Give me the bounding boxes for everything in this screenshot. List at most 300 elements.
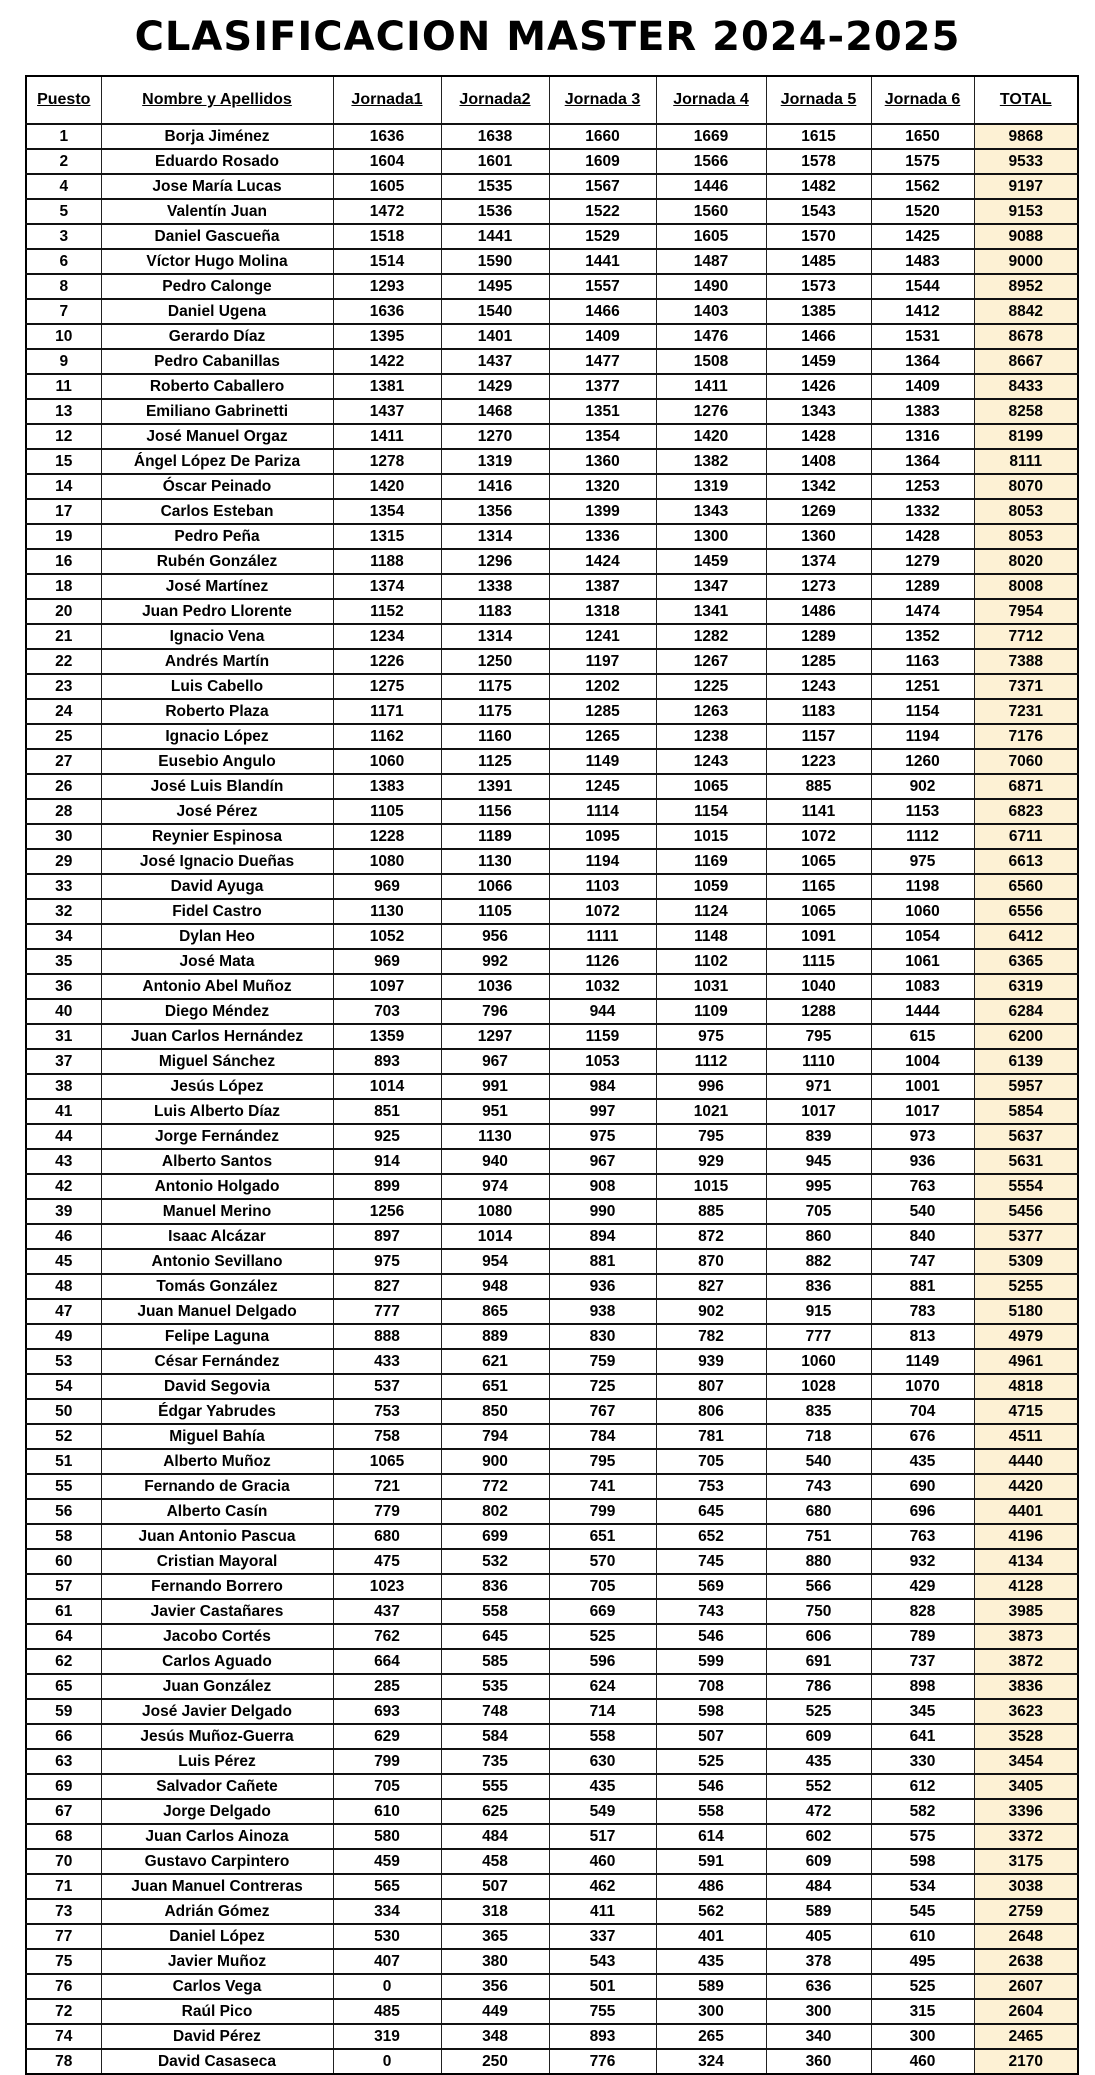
cell-jornada-3: 651 [549,1524,656,1549]
cell-jornada-1: 610 [333,1799,441,1824]
cell-total: 3454 [974,1749,1078,1774]
cell-jornada-3: 894 [549,1224,656,1249]
cell-total: 5255 [974,1274,1078,1299]
cell-jornada-5: 405 [766,1924,871,1949]
cell-jornada-4: 870 [656,1249,766,1274]
cell-puesto: 27 [26,749,101,774]
cell-jornada-3: 1567 [549,174,656,199]
cell-jornada-1: 705 [333,1774,441,1799]
cell-puesto: 55 [26,1474,101,1499]
cell-jornada-2: 1125 [441,749,549,774]
cell-jornada-1: 1052 [333,924,441,949]
cell-jornada-5: 1017 [766,1099,871,1124]
cell-jornada-4: 1021 [656,1099,766,1124]
cell-nombre: Víctor Hugo Molina [101,249,333,274]
cell-jornada-4: 569 [656,1574,766,1599]
classification-table [25,75,1079,2075]
table-row [26,1149,1078,1174]
cell-jornada-6: 495 [871,1949,974,1974]
cell-puesto: 54 [26,1374,101,1399]
cell-jornada-1: 827 [333,1274,441,1299]
cell-nombre: Daniel Gascueña [101,224,333,249]
cell-jornada-1: 975 [333,1249,441,1274]
header-jornada-1[interactable]: Jornada1 [333,76,441,124]
cell-puesto: 19 [26,524,101,549]
cell-jornada-6: 676 [871,1424,974,1449]
cell-jornada-4: 546 [656,1624,766,1649]
cell-jornada-6: 540 [871,1199,974,1224]
cell-jornada-1: 433 [333,1349,441,1374]
cell-jornada-1: 319 [333,2024,441,2049]
cell-puesto: 70 [26,1849,101,1874]
cell-jornada-3: 1424 [549,549,656,574]
cell-jornada-2: 1536 [441,199,549,224]
cell-jornada-1: 1518 [333,224,441,249]
cell-jornada-5: 1466 [766,324,871,349]
cell-puesto: 9 [26,349,101,374]
cell-nombre: Raúl Pico [101,1999,333,2024]
cell-jornada-6: 1332 [871,499,974,524]
cell-nombre: Jesús Muñoz-Guerra [101,1724,333,1749]
cell-jornada-2: 625 [441,1799,549,1824]
cell-jornada-4: 1490 [656,274,766,299]
cell-jornada-6: 789 [871,1624,974,1649]
cell-puesto: 17 [26,499,101,524]
cell-jornada-4: 614 [656,1824,766,1849]
cell-nombre: Diego Méndez [101,999,333,1024]
cell-nombre: Gerardo Díaz [101,324,333,349]
cell-puesto: 69 [26,1774,101,1799]
cell-jornada-1: 1060 [333,749,441,774]
cell-jornada-6: 1260 [871,749,974,774]
cell-jornada-5: 1342 [766,474,871,499]
cell-puesto: 22 [26,649,101,674]
cell-jornada-5: 1485 [766,249,871,274]
cell-jornada-1: 1395 [333,324,441,349]
cell-total: 3396 [974,1799,1078,1824]
cell-jornada-6: 932 [871,1549,974,1574]
cell-jornada-3: 997 [549,1099,656,1124]
table-row [26,1699,1078,1724]
cell-jornada-1: 1130 [333,899,441,924]
cell-puesto: 53 [26,1349,101,1374]
cell-jornada-4: 1276 [656,399,766,424]
table-row [26,1524,1078,1549]
cell-jornada-5: 1543 [766,199,871,224]
cell-jornada-3: 938 [549,1299,656,1324]
cell-nombre: Jorge Fernández [101,1124,333,1149]
cell-jornada-1: 537 [333,1374,441,1399]
cell-jornada-5: 484 [766,1874,871,1899]
cell-jornada-3: 1114 [549,799,656,824]
table-row [26,424,1078,449]
cell-total: 6365 [974,949,1078,974]
cell-jornada-3: 1351 [549,399,656,424]
cell-puesto: 28 [26,799,101,824]
cell-total: 3038 [974,1874,1078,1899]
table-row [26,1774,1078,1799]
cell-jornada-3: 1409 [549,324,656,349]
cell-jornada-4: 1015 [656,1174,766,1199]
cell-total: 3985 [974,1599,1078,1624]
cell-total: 4196 [974,1524,1078,1549]
cell-jornada-3: 1032 [549,974,656,999]
cell-total: 5309 [974,1249,1078,1274]
cell-jornada-2: 1338 [441,574,549,599]
cell-jornada-1: 753 [333,1399,441,1424]
cell-jornada-4: 1341 [656,599,766,624]
cell-nombre: Manuel Merino [101,1199,333,1224]
cell-jornada-3: 1111 [549,924,656,949]
cell-jornada-2: 1638 [441,124,549,149]
cell-jornada-3: 1529 [549,224,656,249]
cell-jornada-6: 429 [871,1574,974,1599]
table-row [26,199,1078,224]
cell-jornada-2: 1535 [441,174,549,199]
cell-jornada-2: 1437 [441,349,549,374]
cell-jornada-3: 1241 [549,624,656,649]
cell-nombre: José Manuel Orgaz [101,424,333,449]
cell-total: 3623 [974,1699,1078,1724]
cell-jornada-3: 984 [549,1074,656,1099]
cell-jornada-1: 1605 [333,174,441,199]
cell-jornada-5: 1243 [766,674,871,699]
cell-puesto: 67 [26,1799,101,1824]
cell-total: 3873 [974,1624,1078,1649]
cell-puesto: 58 [26,1524,101,1549]
cell-jornada-3: 893 [549,2024,656,2049]
cell-total: 7388 [974,649,1078,674]
cell-jornada-4: 939 [656,1349,766,1374]
cell-jornada-4: 1319 [656,474,766,499]
header-jornada-3[interactable]: Jornada 3 [549,76,656,124]
cell-jornada-4: 782 [656,1324,766,1349]
cell-jornada-4: 1446 [656,174,766,199]
cell-jornada-4: 1508 [656,349,766,374]
cell-jornada-6: 1483 [871,249,974,274]
cell-total: 7712 [974,624,1078,649]
cell-jornada-4: 1238 [656,724,766,749]
cell-jornada-4: 401 [656,1924,766,1949]
cell-jornada-4: 1420 [656,424,766,449]
cell-jornada-5: 860 [766,1224,871,1249]
cell-total: 3528 [974,1724,1078,1749]
cell-jornada-5: 1570 [766,224,871,249]
cell-nombre: Daniel Ugena [101,299,333,324]
cell-nombre: César Fernández [101,1349,333,1374]
cell-jornada-3: 1318 [549,599,656,624]
cell-jornada-3: 975 [549,1124,656,1149]
cell-jornada-5: 750 [766,1599,871,1624]
header-jornada-5[interactable]: Jornada 5 [766,76,871,124]
table-row [26,1824,1078,1849]
cell-nombre: Fidel Castro [101,899,333,924]
table-row [26,824,1078,849]
cell-jornada-1: 629 [333,1724,441,1749]
cell-jornada-4: 1487 [656,249,766,274]
cell-jornada-2: 535 [441,1674,549,1699]
cell-nombre: Juan Manuel Delgado [101,1299,333,1324]
cell-nombre: José Luis Blandín [101,774,333,799]
cell-jornada-5: 1289 [766,624,871,649]
cell-total: 8020 [974,549,1078,574]
table-row [26,1549,1078,1574]
table-row [26,1349,1078,1374]
header-puesto[interactable]: Puesto [26,76,101,124]
cell-jornada-4: 435 [656,1949,766,1974]
cell-total: 7060 [974,749,1078,774]
cell-jornada-3: 944 [549,999,656,1024]
cell-jornada-6: 1316 [871,424,974,449]
cell-total: 2759 [974,1899,1078,1924]
cell-jornada-2: 796 [441,999,549,1024]
cell-nombre: Adrián Gómez [101,1899,333,1924]
cell-jornada-6: 1198 [871,874,974,899]
header-nombre[interactable]: Nombre y Apellidos [101,76,333,124]
cell-jornada-2: 1540 [441,299,549,324]
cell-jornada-3: 1354 [549,424,656,449]
table-row [26,1649,1078,1674]
header-jornada-4[interactable]: Jornada 4 [656,76,766,124]
cell-jornada-5: 1578 [766,149,871,174]
cell-jornada-4: 996 [656,1074,766,1099]
table-row [26,349,1078,374]
cell-jornada-4: 806 [656,1399,766,1424]
header-total[interactable]: TOTAL [974,76,1078,124]
cell-jornada-6: 575 [871,1824,974,1849]
cell-nombre: Rubén González [101,549,333,574]
cell-jornada-5: 786 [766,1674,871,1699]
cell-total: 5854 [974,1099,1078,1124]
cell-puesto: 3 [26,224,101,249]
cell-jornada-1: 1422 [333,349,441,374]
cell-jornada-2: 794 [441,1424,549,1449]
cell-nombre: José Mata [101,949,333,974]
cell-nombre: Luis Alberto Díaz [101,1099,333,1124]
cell-jornada-2: 954 [441,1249,549,1274]
cell-nombre: Óscar Peinado [101,474,333,499]
cell-total: 8678 [974,324,1078,349]
header-jornada-2[interactable]: Jornada2 [441,76,549,124]
cell-puesto: 5 [26,199,101,224]
cell-total: 4128 [974,1574,1078,1599]
table-row [26,974,1078,999]
cell-puesto: 40 [26,999,101,1024]
cell-jornada-5: 1072 [766,824,871,849]
cell-jornada-6: 1444 [871,999,974,1024]
cell-jornada-1: 1171 [333,699,441,724]
cell-nombre: Juan Carlos Ainoza [101,1824,333,1849]
cell-puesto: 76 [26,1974,101,1999]
cell-jornada-1: 762 [333,1624,441,1649]
cell-total: 3405 [974,1774,1078,1799]
cell-jornada-6: 1017 [871,1099,974,1124]
cell-jornada-4: 525 [656,1749,766,1774]
cell-jornada-3: 1360 [549,449,656,474]
cell-jornada-5: 1428 [766,424,871,449]
cell-jornada-5: 636 [766,1974,871,1999]
cell-jornada-2: 900 [441,1449,549,1474]
cell-jornada-2: 1080 [441,1199,549,1224]
cell-nombre: Roberto Plaza [101,699,333,724]
cell-jornada-2: 850 [441,1399,549,1424]
cell-jornada-4: 1243 [656,749,766,774]
cell-jornada-4: 1124 [656,899,766,924]
cell-jornada-4: 1065 [656,774,766,799]
cell-jornada-5: 552 [766,1774,871,1799]
cell-jornada-4: 1669 [656,124,766,149]
cell-puesto: 25 [26,724,101,749]
cell-nombre: Reynier Espinosa [101,824,333,849]
table-row [26,124,1078,149]
cell-jornada-1: 899 [333,1174,441,1199]
cell-total: 7954 [974,599,1078,624]
cell-jornada-6: 1004 [871,1049,974,1074]
cell-jornada-5: 777 [766,1324,871,1349]
cell-jornada-4: 546 [656,1774,766,1799]
cell-total: 8199 [974,424,1078,449]
cell-jornada-4: 1031 [656,974,766,999]
cell-jornada-1: 1065 [333,1449,441,1474]
cell-puesto: 75 [26,1949,101,1974]
table-row [26,949,1078,974]
cell-jornada-3: 1609 [549,149,656,174]
cell-jornada-4: 1015 [656,824,766,849]
table-row [26,1199,1078,1224]
cell-nombre: Jesús López [101,1074,333,1099]
cell-jornada-5: 1486 [766,599,871,624]
cell-total: 3175 [974,1849,1078,1874]
cell-jornada-1: 1359 [333,1024,441,1049]
cell-jornada-4: 1112 [656,1049,766,1074]
cell-puesto: 64 [26,1624,101,1649]
cell-jornada-5: 1273 [766,574,871,599]
cell-jornada-5: 609 [766,1849,871,1874]
cell-jornada-5: 1183 [766,699,871,724]
cell-puesto: 49 [26,1324,101,1349]
cell-jornada-3: 1336 [549,524,656,549]
cell-jornada-5: 1426 [766,374,871,399]
table-row [26,599,1078,624]
cell-jornada-2: 1175 [441,674,549,699]
cell-puesto: 29 [26,849,101,874]
cell-jornada-3: 460 [549,1849,656,1874]
cell-nombre: Miguel Bahía [101,1424,333,1449]
cell-jornada-5: 1285 [766,649,871,674]
cell-jornada-6: 1279 [871,549,974,574]
cell-nombre: Daniel López [101,1924,333,1949]
cell-jornada-4: 929 [656,1149,766,1174]
cell-jornada-5: 795 [766,1024,871,1049]
cell-jornada-2: 951 [441,1099,549,1124]
cell-total: 6200 [974,1024,1078,1049]
table-row [26,1849,1078,1874]
cell-jornada-4: 1102 [656,949,766,974]
cell-jornada-5: 360 [766,2049,871,2074]
cell-jornada-2: 735 [441,1749,549,1774]
cell-puesto: 42 [26,1174,101,1199]
cell-jornada-1: 530 [333,1924,441,1949]
cell-puesto: 10 [26,324,101,349]
cell-jornada-6: 881 [871,1274,974,1299]
cell-puesto: 26 [26,774,101,799]
cell-jornada-4: 1282 [656,624,766,649]
cell-total: 4440 [974,1449,1078,1474]
cell-jornada-3: 1072 [549,899,656,924]
cell-nombre: Valentín Juan [101,199,333,224]
cell-jornada-4: 652 [656,1524,766,1549]
cell-puesto: 2 [26,149,101,174]
cell-jornada-4: 705 [656,1449,766,1474]
cell-jornada-5: 885 [766,774,871,799]
table-row [26,1174,1078,1199]
cell-nombre: David Ayuga [101,874,333,899]
cell-nombre: Ignacio Vena [101,624,333,649]
cell-puesto: 30 [26,824,101,849]
cell-jornada-3: 1265 [549,724,656,749]
table-body [26,124,1078,2074]
cell-jornada-1: 779 [333,1499,441,1524]
cell-jornada-3: 1095 [549,824,656,849]
cell-nombre: Antonio Holgado [101,1174,333,1199]
table-row [26,849,1078,874]
cell-jornada-4: 781 [656,1424,766,1449]
cell-total: 9000 [974,249,1078,274]
cell-total: 6556 [974,899,1078,924]
cell-nombre: Eusebio Angulo [101,749,333,774]
header-jornada-6[interactable]: Jornada 6 [871,76,974,124]
cell-jornada-4: 265 [656,2024,766,2049]
cell-puesto: 52 [26,1424,101,1449]
cell-jornada-3: 525 [549,1624,656,1649]
cell-jornada-6: 1112 [871,824,974,849]
cell-puesto: 34 [26,924,101,949]
cell-jornada-5: 378 [766,1949,871,1974]
cell-jornada-2: 1130 [441,849,549,874]
cell-puesto: 68 [26,1824,101,1849]
cell-jornada-1: 1256 [333,1199,441,1224]
cell-puesto: 77 [26,1924,101,1949]
cell-jornada-5: 705 [766,1199,871,1224]
cell-jornada-5: 882 [766,1249,871,1274]
cell-puesto: 4 [26,174,101,199]
table-row [26,1399,1078,1424]
cell-jornada-5: 839 [766,1124,871,1149]
cell-jornada-1: 1162 [333,724,441,749]
cell-nombre: David Segovia [101,1374,333,1399]
cell-nombre: Borja Jiménez [101,124,333,149]
cell-jornada-3: 795 [549,1449,656,1474]
cell-puesto: 18 [26,574,101,599]
table-row [26,749,1078,774]
cell-jornada-1: 897 [333,1224,441,1249]
cell-nombre: Juan Carlos Hernández [101,1024,333,1049]
cell-jornada-2: 748 [441,1699,549,1724]
cell-puesto: 1 [26,124,101,149]
cell-total: 6139 [974,1049,1078,1074]
cell-jornada-3: 435 [549,1774,656,1799]
cell-jornada-1: 1226 [333,649,441,674]
table-row [26,1624,1078,1649]
cell-total: 8070 [974,474,1078,499]
cell-jornada-2: 1468 [441,399,549,424]
table-row [26,649,1078,674]
cell-jornada-1: 758 [333,1424,441,1449]
table-row [26,1324,1078,1349]
cell-puesto: 20 [26,599,101,624]
cell-puesto: 16 [26,549,101,574]
cell-puesto: 6 [26,249,101,274]
